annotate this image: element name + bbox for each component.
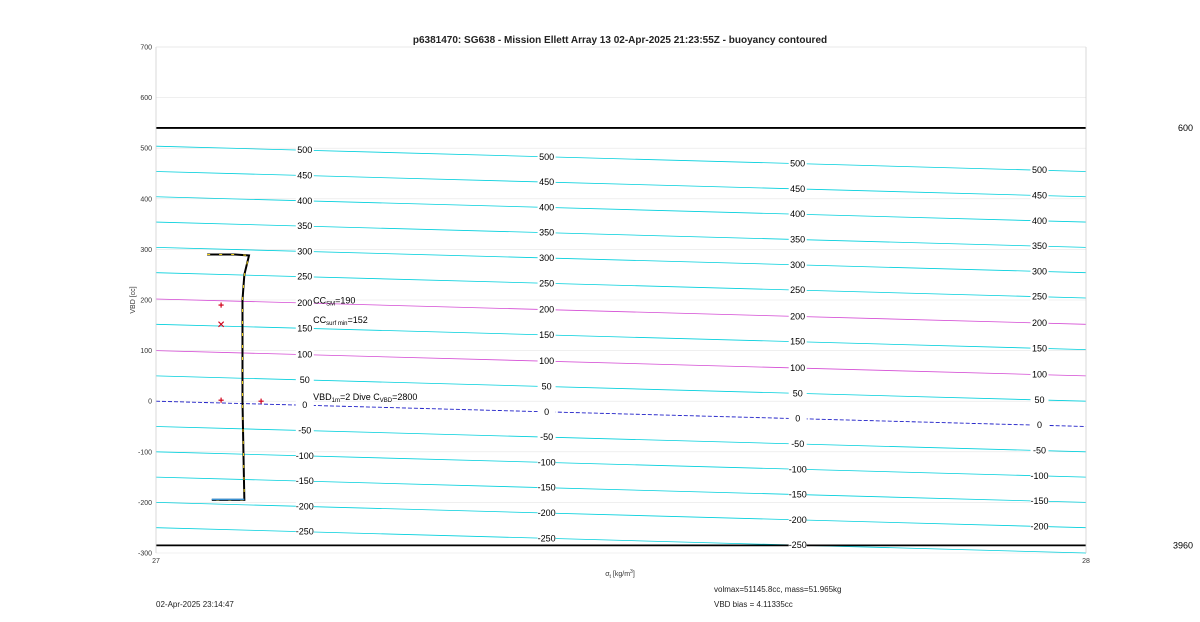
y-tick-label: -200 [137,499,152,507]
annotations [313,296,417,405]
contour-label: 400 [539,202,555,213]
contour-line [156,299,1086,324]
marker [219,398,224,403]
annotation-part: surf min [326,320,348,327]
contour-label: -150 [1030,496,1049,507]
contour-label: -50 [1032,445,1047,456]
contour-label: 350 [790,234,806,245]
contour-label: 350 [297,221,313,232]
y-tick-label: 0 [148,398,152,406]
y-tick-label: 600 [140,95,152,103]
contour-line [156,197,1086,222]
contour-label: 50 [299,374,310,385]
marker [219,302,224,307]
contour-label: 250 [790,285,806,296]
contour-label: 500 [1031,165,1048,176]
contour-label: 150 [790,336,806,347]
contour-label: -50 [298,425,312,436]
right-limit-label: 600 [1177,122,1193,133]
contour-label: 50 [541,381,552,392]
contour-label: 450 [1031,190,1048,201]
contour-label: -200 [788,514,807,525]
contour-label: 300 [539,253,555,264]
contour-label: 150 [539,329,555,340]
contour-label: 500 [790,158,806,169]
annotation-part: =2 Dive C [340,392,380,403]
contour-label: 0 [544,406,550,417]
x-axis-label: $\sigma_t$ $[kg/m^3]$ [605,569,635,580]
right-limit-label: 3960 [1172,540,1193,551]
contour-label: -150 [295,476,314,487]
contour-label: 100 [539,356,555,367]
contour-label: 400 [297,195,313,206]
contour-label: 200 [297,298,313,309]
contour-labels [296,145,1049,550]
contour-label: 300 [790,259,806,270]
contour-label: 450 [539,177,555,188]
contour-label: 250 [1031,291,1048,302]
contour-label: 100 [790,363,806,374]
chart-title: p6381470: SG638 - Mission Ellett Array 13 02-Apr-2025 21:23:55Z - buoyancy contoured [412,35,828,46]
y-tick-label: 400 [140,196,152,204]
y-axis-label: VBD [cc] [130,286,137,314]
footer-vbd-bias: VBD bias = 4.11335cc [714,600,793,609]
annotation [313,296,355,308]
contour-label: 450 [790,183,806,194]
contour-label: 200 [539,304,555,315]
y-tick-label: 200 [140,297,152,305]
axes [138,45,1090,566]
contour-label: 500 [539,151,555,162]
contour-line [156,376,1086,401]
contour-label: -200 [295,501,314,512]
contour-label: 100 [297,349,313,360]
contour-label: 0 [1036,420,1043,431]
contour-label: 0 [302,400,308,411]
contour-label: -150 [537,482,556,493]
contour-line [156,222,1086,247]
x-tick-label: 27 [152,558,160,565]
contour-line [156,401,1086,426]
contour-label: -100 [788,464,807,475]
contour-label: 500 [297,145,313,156]
y-tick-label: -300 [137,550,152,558]
contour-label: -250 [537,533,556,544]
annotation [313,315,368,327]
contour-label: -100 [537,457,556,468]
contour-label: 350 [1031,241,1048,252]
annotation-part: =2800 [392,392,418,403]
contour-label: -200 [1030,521,1049,532]
annotation-part: CC [313,314,327,325]
contour-label: 250 [297,271,313,282]
contour-label: 100 [1031,369,1048,380]
contour-label: -150 [788,489,807,500]
y-tick-label: 100 [140,348,152,356]
contour-label: 200 [790,311,806,322]
contour-label: 300 [1031,266,1048,277]
contour-label: -250 [295,526,314,537]
annotation-part: 1m [331,398,341,405]
annotation [313,392,417,404]
contour-label: -50 [791,438,805,449]
contour-line [156,273,1086,298]
annotation-part: CC [313,295,327,306]
contour-label: 0 [795,413,801,424]
y-tick-label: 300 [140,246,152,254]
contour-label: 250 [539,278,555,289]
y-tick-label: -100 [137,449,152,457]
contour-label: 50 [792,388,803,399]
contour-label: -200 [537,508,556,519]
marker [258,399,263,404]
y-tick-label: 500 [140,145,152,153]
contour-line [156,351,1086,376]
footer-volmax-mass: volmax=51145.8cc, mass=51.965kg [714,585,842,594]
contour-label: 200 [1031,318,1048,329]
annotation-part: =190 [335,295,356,306]
contour-label: 450 [297,170,313,181]
contour-label: -100 [1030,470,1049,481]
contour-label: -50 [540,432,554,443]
annotation-part: SM [326,301,336,308]
x-tick-label: 28 [1082,558,1090,565]
contour-line [156,171,1086,196]
contour-label: 50 [1034,394,1045,405]
contour-line [156,247,1086,272]
contour-label: 350 [539,227,555,238]
annotation-part: =152 [347,314,368,325]
contour-label: 150 [1031,343,1048,354]
contour-line [156,427,1086,452]
limit-lines [156,123,1193,550]
annotation-part: VBD [379,398,393,405]
y-tick-label: 700 [140,44,152,52]
annotation-part: VBD [313,392,332,403]
footer-timestamp: 02-Apr-2025 23:14:47 [156,600,234,609]
contour-lines [156,146,1086,553]
contour-line [156,146,1086,171]
contour-label: 400 [1031,215,1048,226]
contour-line [156,324,1086,349]
contour-label: -100 [295,450,314,461]
contour-label: 150 [297,323,313,334]
contour-label: 400 [790,209,806,220]
contour-label: 300 [297,246,313,257]
contour-label: -250 [788,540,807,551]
